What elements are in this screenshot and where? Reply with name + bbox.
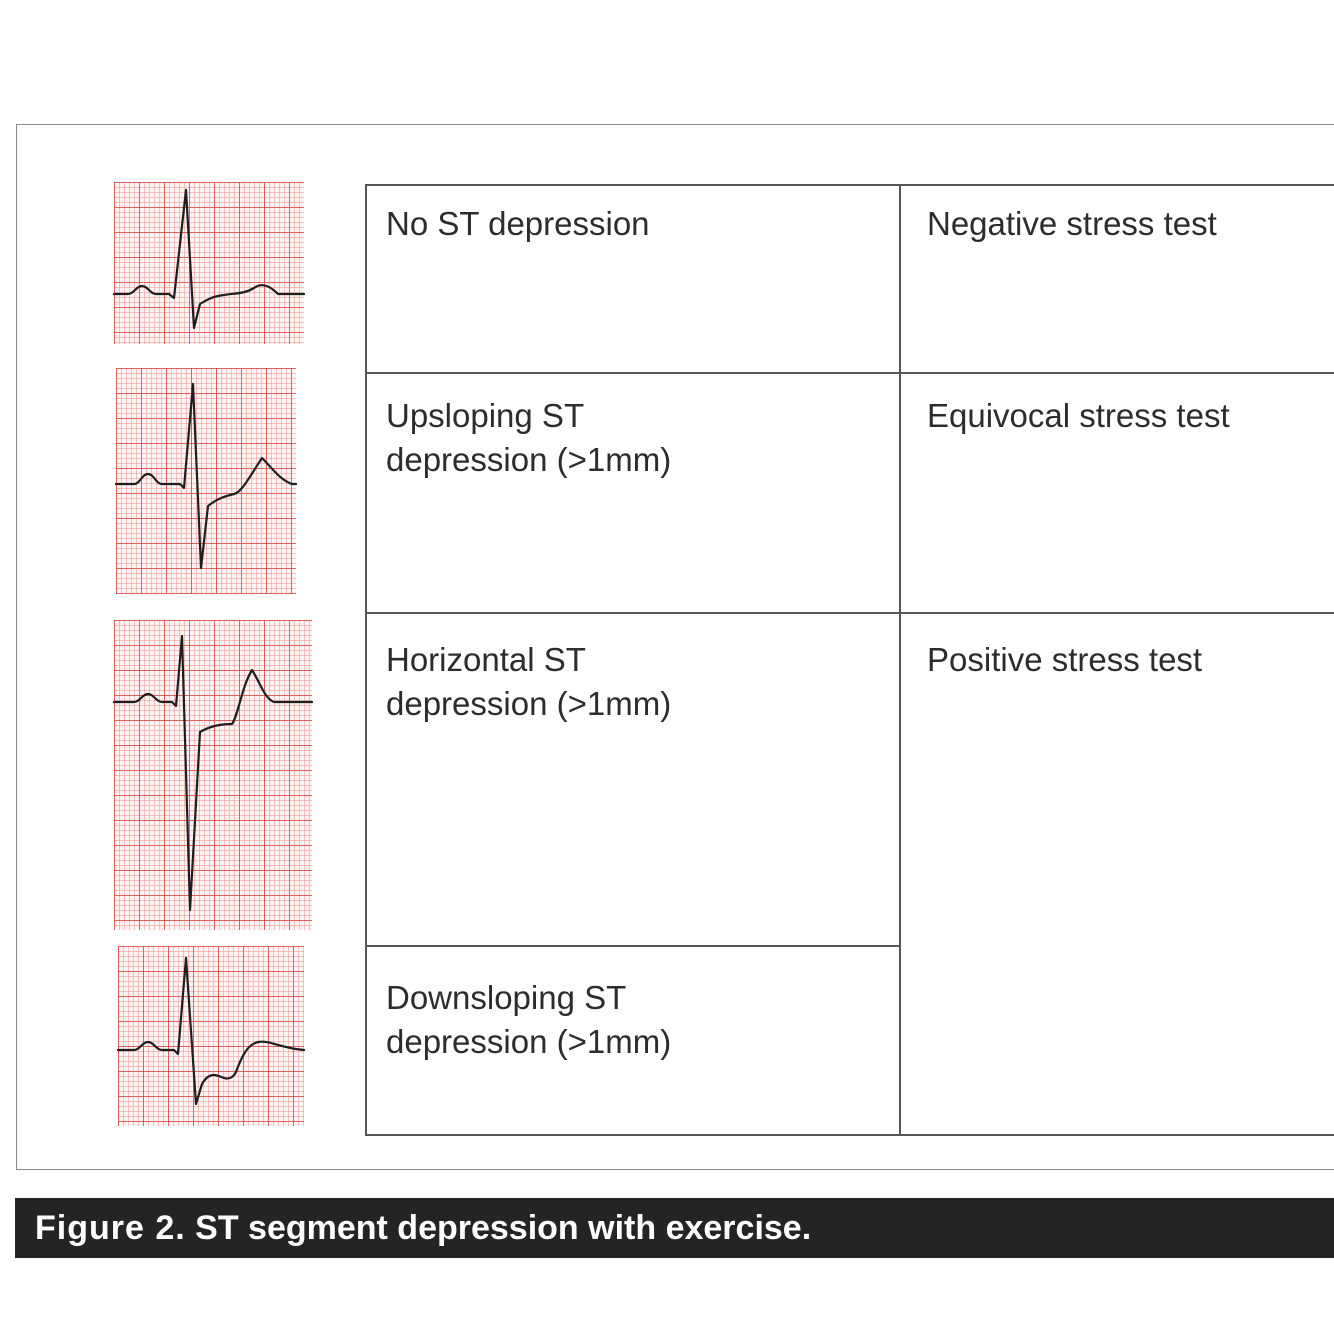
figure-caption xyxy=(35,1206,811,1250)
row-divider-1 xyxy=(365,372,1334,374)
ecg-trace-horizontal xyxy=(114,620,312,930)
finding-no-st-depression: No ST depression xyxy=(386,205,650,242)
table-border-left xyxy=(365,184,367,1135)
finding-downsloping: Downsloping ST depression (>1mm) xyxy=(386,979,672,1060)
ecg-trace-downsloping xyxy=(118,946,304,1126)
result-equivocal: Equivocal stress test xyxy=(927,397,1230,434)
table-border-bottom xyxy=(365,1134,1334,1136)
finding-upsloping: Upsloping ST depression (>1mm) xyxy=(386,397,672,478)
result-positive: Positive stress test xyxy=(927,641,1203,678)
ecg-strip-horizontal xyxy=(114,620,312,930)
ecg-strip-downsloping xyxy=(118,946,304,1126)
caption-bar xyxy=(15,1198,1334,1258)
table-border-top xyxy=(365,184,1334,186)
result-negative: Negative stress test xyxy=(927,205,1217,242)
figure-label: Figure 2. xyxy=(35,1209,186,1247)
ecg-trace-upsloping xyxy=(116,368,296,594)
column-divider xyxy=(899,184,901,1135)
row-divider-2 xyxy=(365,612,1334,614)
ecg-strip-normal xyxy=(114,182,304,344)
ecg-trace-normal xyxy=(114,182,304,344)
ecg-strip-upsloping xyxy=(116,368,296,594)
figure-caption-text: ST segment depression with exercise. xyxy=(185,1209,812,1247)
row-divider-3 xyxy=(365,945,900,947)
finding-horizontal: Horizontal ST depression (>1mm) xyxy=(386,641,672,722)
